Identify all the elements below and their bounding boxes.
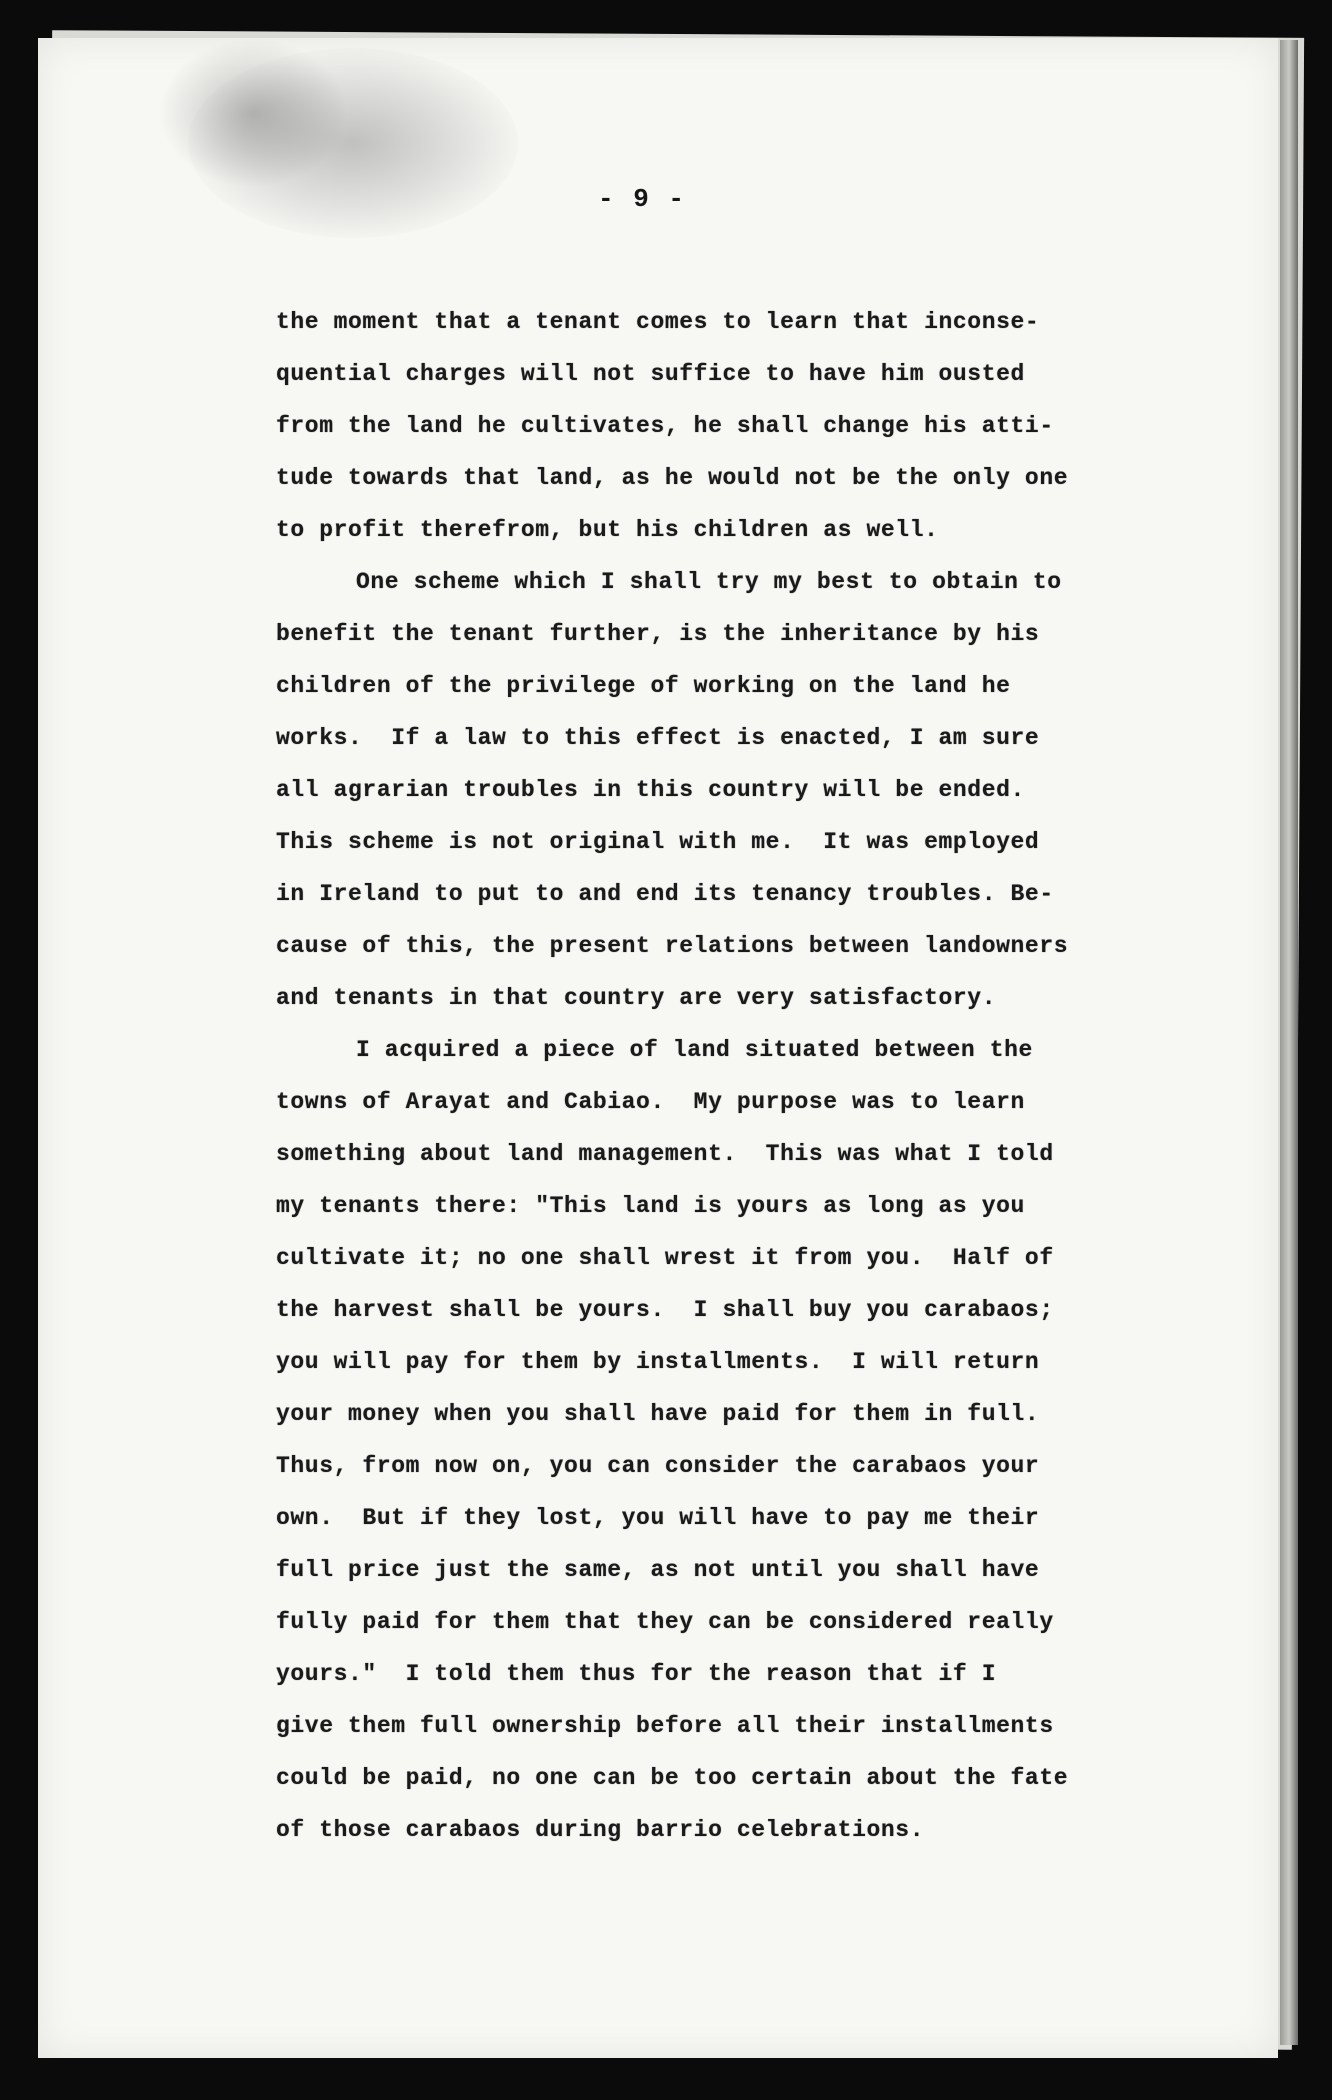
text-line: to profit therefrom, but his children as well. <box>276 517 939 543</box>
text-line: and tenants in that country are very satisfactory. <box>276 985 997 1011</box>
text-line: works. If a law to this effect is enacted, I am sure <box>276 725 1040 751</box>
text-line: quential charges will not suffice to have him ousted <box>276 361 1025 387</box>
text-line: cultivate it; no one shall wrest it from you. Half of <box>276 1245 1054 1271</box>
text-line: yours." I told them thus for the reason that if I <box>276 1661 997 1687</box>
paragraph-start-line: One scheme which I shall try my best to obtain to <box>356 569 1062 595</box>
text-line: all agrarian troubles in this country will be ended. <box>276 777 1025 803</box>
text-line: from the land he cultivates, he shall change his atti- <box>276 413 1054 439</box>
text-line: in Ireland to put to and end its tenancy troubles. Be- <box>276 881 1054 907</box>
text-line: towns of Arayat and Cabiao. My purpose was to learn <box>276 1089 1025 1115</box>
text-line: my tenants there: "This land is yours as long as you <box>276 1193 1025 1219</box>
paragraph-start-line: I acquired a piece of land situated between the <box>356 1037 1033 1063</box>
text-line: own. But if they lost, you will have to pay me their <box>276 1505 1040 1531</box>
text-line: full price just the same, as not until you shall have <box>276 1557 1040 1583</box>
text-line: tude towards that land, as he would not be the only one <box>276 465 1069 491</box>
text-line: children of the privilege of working on the land he <box>276 673 1011 699</box>
text-line: something about land management. This was what I told <box>276 1141 1054 1167</box>
text-line: cause of this, the present relations between landowners <box>276 933 1069 959</box>
text-line: the moment that a tenant comes to learn that inconse- <box>276 309 1040 335</box>
text-line: give them full ownership before all their installments <box>276 1713 1054 1739</box>
page-number: - 9 - <box>597 184 686 214</box>
text-line: your money when you shall have paid for them in full. <box>276 1401 1040 1427</box>
page-edge-stack <box>1280 40 1298 2045</box>
body-text <box>276 296 1176 1856</box>
text-line: of those carabaos during barrio celebrations. <box>276 1817 925 1843</box>
text-line: could be paid, no one can be too certain about the fate <box>276 1765 1069 1791</box>
text-line: fully paid for them that they can be considered really <box>276 1609 1054 1635</box>
ink-smudge-dark <box>158 38 348 188</box>
text-line: This scheme is not original with me. It was employed <box>276 829 1040 855</box>
text-line: you will pay for them by installments. I will return <box>276 1349 1040 1375</box>
text-line: Thus, from now on, you can consider the carabaos your <box>276 1453 1040 1479</box>
text-line: benefit the tenant further, is the inheritance by his <box>276 621 1040 647</box>
text-line: the harvest shall be yours. I shall buy you carabaos; <box>276 1297 1054 1323</box>
